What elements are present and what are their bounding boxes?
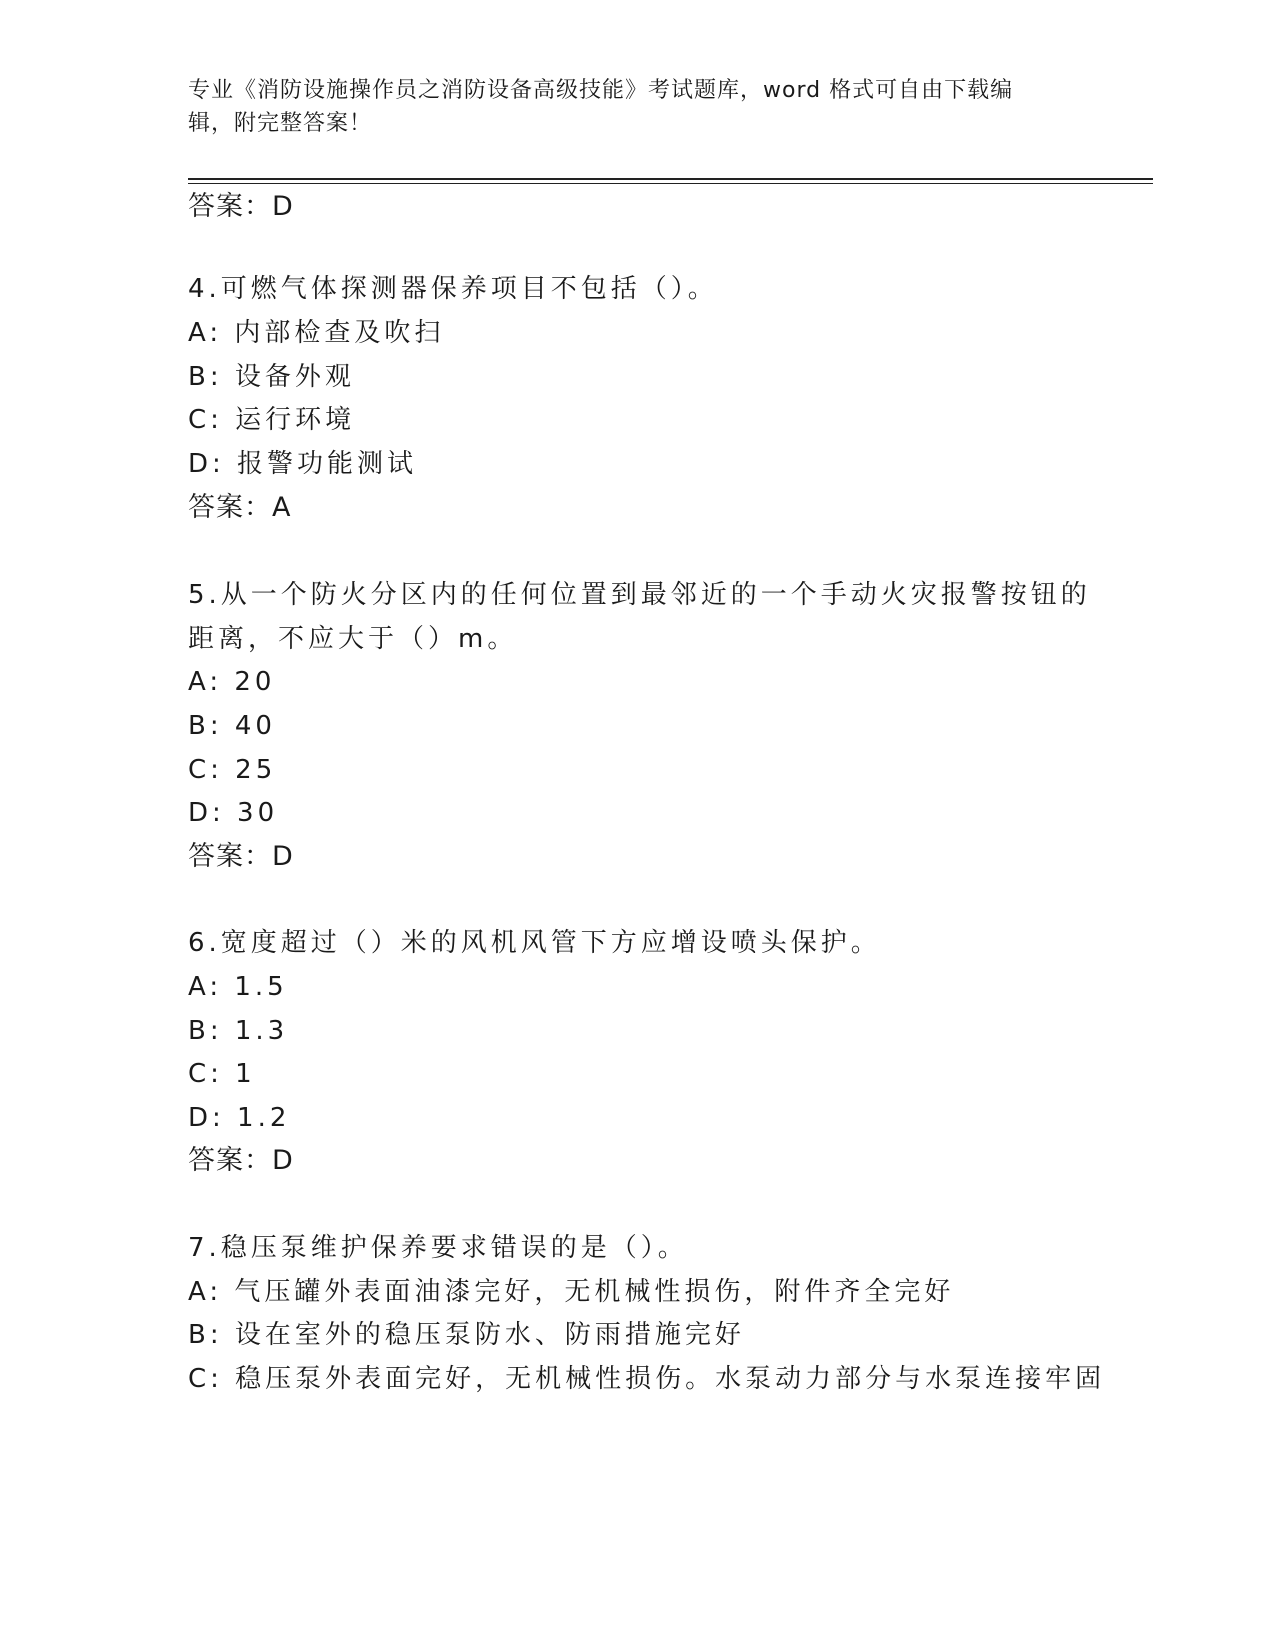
document-intro [188, 74, 1068, 140]
question-7-option-a: A: 气压罐外表面油漆完好，无机械性损伤，附件齐全完好 [188, 1277, 955, 1307]
question-5-stem-line-2: 距离，不应大于（）m。 [188, 624, 518, 654]
question-4-option-a: A: 内部检查及吹扫 [188, 318, 445, 348]
question-4-stem: 4.可燃气体探测器保养项目不包括（）。 [188, 274, 718, 304]
question-6-option-b: B: 1.3 [188, 1016, 289, 1046]
intro-line-1: 专业《消防设施操作员之消防设备高级技能》考试题库，word 格式可自由下载编 [188, 78, 1014, 103]
intro-line-2: 辑，附完整答案！ [188, 111, 373, 136]
question-5-option-c: C: 25 [188, 755, 277, 785]
question-6-stem: 6.宽度超过（）米的风机风管下方应增设喷头保护。 [188, 928, 881, 958]
question-6-answer: 答案：D [188, 1145, 294, 1176]
question-6-option-c: C: 1 [188, 1059, 256, 1089]
question-6-option-d: D: 1.2 [188, 1103, 291, 1133]
header-divider-thin [188, 183, 1153, 184]
header-divider-thick [188, 178, 1153, 180]
question-5-option-a: A: 20 [188, 667, 276, 697]
question-4-answer: 答案：A [188, 492, 292, 523]
previous-answer: 答案：D [188, 191, 294, 222]
question-7-option-c: C: 稳压泵外表面完好，无机械性损伤。水泵动力部分与水泵连接牢固 [188, 1364, 1106, 1394]
question-6-option-a: A: 1.5 [188, 972, 288, 1002]
question-7-stem: 7.稳压泵维护保养要求错误的是（）。 [188, 1233, 688, 1263]
question-5-stem-line-1: 5.从一个防火分区内的任何位置到最邻近的一个手动火灾报警按钮的 [188, 580, 1091, 610]
question-7-option-b: B: 设在室外的稳压泵防水、防雨措施完好 [188, 1320, 745, 1350]
question-4-option-b: B: 设备外观 [188, 362, 355, 392]
question-4-option-d: D: 报警功能测试 [188, 449, 418, 479]
question-4-option-c: C: 运行环境 [188, 405, 356, 435]
question-5-answer: 答案：D [188, 841, 294, 872]
question-5-option-d: D: 30 [188, 798, 279, 828]
question-5-option-b: B: 40 [188, 711, 276, 741]
